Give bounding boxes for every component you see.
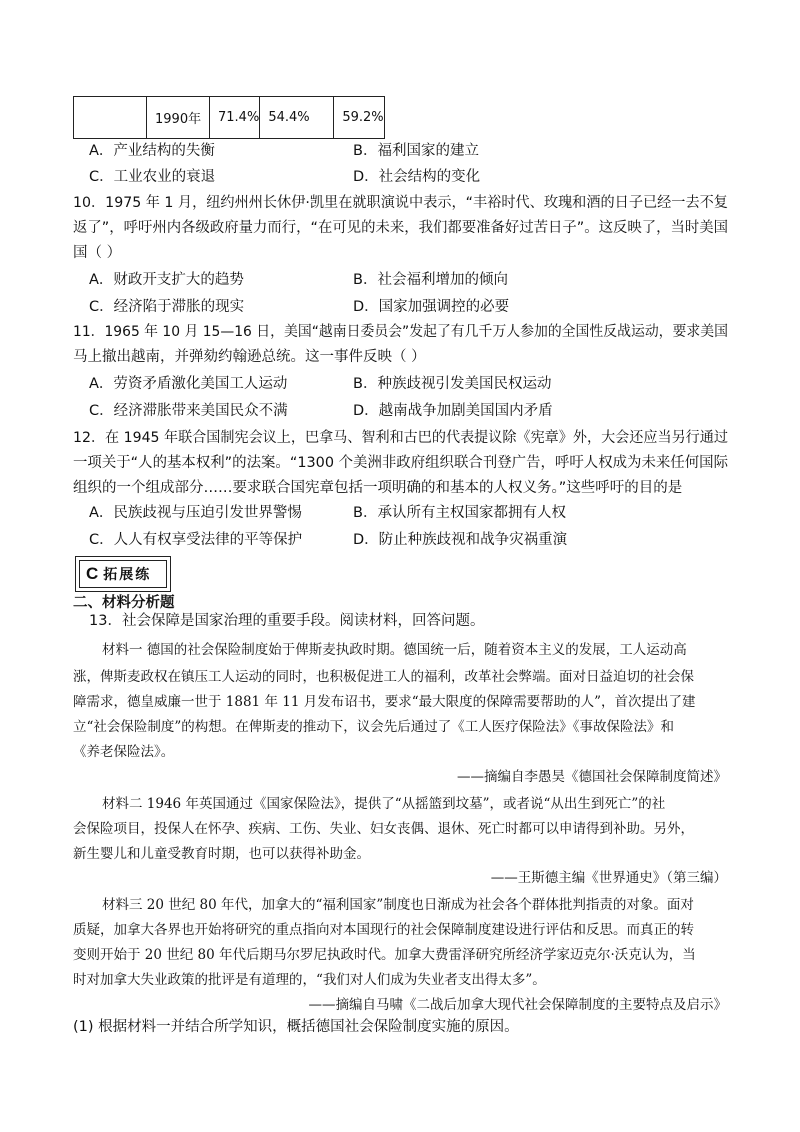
table-cell [74, 97, 147, 139]
table-cell: 59.2% [334, 97, 384, 139]
material-1-line: 障需求，德皇威廉一世于 1881 年 11 月发布诏书，要求“最大限度的保障需要帮助的人”，首次提出了建 [73, 694, 696, 710]
q12-stem-line: 一项关于“人的基本权利”的法案。“1300 个美洲非政府组织联合刊登广告，呼吁人权成为未来任何国际 [73, 455, 728, 471]
q10-option-c: C．经济陷于滞胀的现实 [89, 299, 245, 315]
q11-option-d: D．越南战争加剧美国国内矛盾 [353, 403, 553, 419]
q11-option-b: B．种族歧视引发美国民权运动 [353, 376, 552, 392]
q11-option-c: C．经济滞胀带来美国民众不满 [89, 403, 288, 419]
q9-option-d: D．社会结构的变化 [353, 169, 481, 185]
material-2-source: ——王斯德主编《世界通史》（第三编） [490, 870, 727, 886]
q9-option-a: A．产业结构的失衡 [89, 143, 215, 159]
material-2-line: 材料二 1946 年英国通过《国家保险法》，提供了“从摇篮到坟墓”，或者说“从出生到死亡”的社 [102, 796, 666, 812]
q12-option-a: A．民族歧视与压迫引发世界警惕 [89, 505, 302, 521]
material-2-line: 会保险项目，投保人在怀孕、疾病、工伤、失业、妇女丧偶、退休、死亡时都可以申请得到补助。另外， [73, 821, 694, 837]
q10-stem-line: 10．1975 年 1 月，纽约州州长休伊·凯里在就职演说中表示，“丰裕时代、玫瑰和酒的日子已经一去不复 [73, 195, 728, 211]
q12-stem-line: 12．在 1945 年联合国制宪会议上，巴拿马、智利和古巴的代表提议除《宪章》外，大会还应当另行通过 [73, 430, 728, 446]
table-row [74, 97, 385, 139]
q12-option-b: B．承认所有主权国家都拥有人权 [353, 505, 566, 521]
material-1-line: 立“社会保险制度”的构想。在俾斯麦的推动下，议会先后通过了《工人医疗保险法》《事故保险法》和 [73, 719, 675, 735]
q9-option-c: C．工业农业的衰退 [89, 169, 216, 185]
q11-option-a: A．劳资矛盾激化美国工人运动 [89, 376, 288, 392]
material-1-source: ——摘编自李愚昊《德国社会保障制度简述》 [457, 769, 727, 785]
material-3-line: 质疑，加拿大各界也开始将研究的重点指向对本国现行的社会保障制度建设进行评估和反思。而真正的转 [73, 922, 694, 938]
badge-title: 拓展练 [103, 567, 152, 583]
q11-stem-line: 11．1965 年 10 月 15—16 日，美国“越南日委员会”发起了有几千万人参加的全国性反战运动，要求美国 [73, 324, 728, 340]
badge-frame [79, 560, 167, 588]
q9-option-b: B．福利国家的建立 [353, 143, 479, 159]
q11-stem-line: 马上撤出越南，并弹劾约翰逊总统。这一事件反映（ ） [73, 349, 426, 365]
material-3-line: 时对加拿大失业政策的批评是有道理的，“我们对人们成为失业者支出得太多”。 [73, 972, 546, 988]
material-1-line: 涨，俾斯麦政权在镇压工人运动的同时，也积极促进工人的福利，改革社会弊端。面对日益迫切的社会保 [73, 669, 694, 685]
section-heading: 二、材料分析题 [73, 595, 175, 611]
q13-stem: 13．社会保障是国家治理的重要手段。阅读材料，回答问题。 [89, 613, 485, 629]
q10-option-d: D．国家加强调控的必要 [353, 299, 510, 315]
q10-option-a: A．财政开支扩大的趋势 [89, 272, 244, 288]
q12-stem-line: 组织的一个组成部分……要求联合国宪章包括一项明确的和基本的人权义务。”这些呼吁的目的是 [73, 480, 683, 496]
q12-option-c: C．人人有权享受法律的平等保护 [89, 532, 303, 548]
sub-question-1: (1) 根据材料一并结合所学知识，概括德国社会保险制度实施的原因。 [73, 1019, 519, 1035]
material-1-line: 材料一 德国的社会保险制度始于俾斯麦执政时期。德国统一后，随着资本主义的发展，工人运动高 [102, 642, 687, 658]
q10-option-b: B．社会福利增加的倾向 [353, 272, 508, 288]
table-cell: 54.4% [260, 97, 334, 139]
material-3-source: ——摘编自马啸《二战后加拿大现代社会保障制度的主要特点及启示》 [308, 997, 727, 1013]
extension-practice-badge [75, 556, 171, 592]
q10-stem-line: 国（ ） [73, 245, 122, 261]
material-2-line: 新生婴儿和儿童受教育时期，也可以获得补助金。 [73, 846, 370, 862]
data-table [73, 96, 385, 139]
material-3-line: 变则开始于 20 世纪 80 年代后期马尔罗尼执政时代。加拿大费雷泽研究所经济学家迈克尔·沃克认为，当 [73, 947, 696, 963]
q12-option-d: D．防止种族歧视和战争灾祸重演 [353, 532, 568, 548]
badge-letter: C [86, 564, 99, 583]
material-3-line: 材料三 20 世纪 80 年代，加拿大的“福利国家”制度也日渐成为社会各个群体批判指责的对象。面对 [102, 897, 694, 913]
q10-stem-line: 返了”，呼吁州内各级政府量力而行，“在可见的未来，我们都要准备好过苦日子”。这反映了，当时美国 [73, 220, 728, 236]
material-1-line: 《养老保险法》。 [73, 744, 175, 760]
table-cell: 71.4% [210, 97, 260, 139]
table-cell: 1990年 [147, 97, 210, 139]
